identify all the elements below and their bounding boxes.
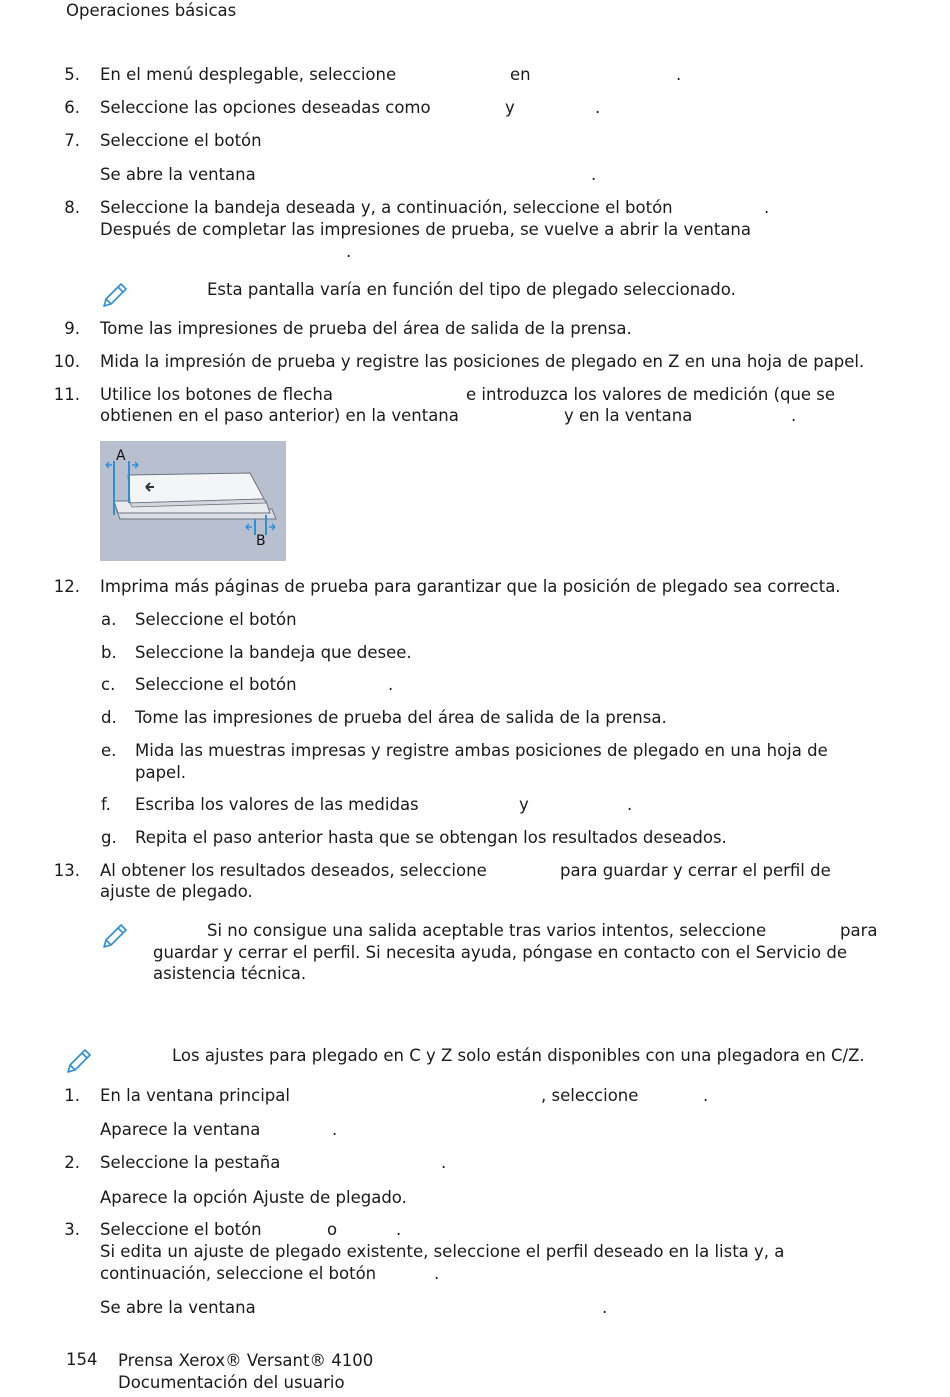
- step-text: Imprima más páginas de prueba para garantizar que la posición de plegado sea correcta.: [100, 577, 841, 596]
- pencil-note-icon: [100, 280, 130, 310]
- pencil-note-icon: [100, 921, 130, 951]
- arrow-right-icon: [269, 524, 275, 530]
- step-text-line2: Después de completar las impresiones de prueba, se vuelve a abrir la ventana: [100, 220, 751, 239]
- step-text-cont: , seleccione: [541, 1086, 639, 1105]
- step-text-cont: e introduzca los valores de medición (que se: [466, 385, 836, 404]
- z-fold-measurement-figure: [100, 441, 286, 561]
- arrow-right-icon: [132, 462, 138, 468]
- label-a: A: [116, 448, 126, 464]
- step-text-end: .: [791, 406, 797, 425]
- substep-text-line2: papel.: [135, 763, 187, 782]
- substep-text: Seleccione el botón: [135, 610, 297, 629]
- arrow-left-icon: [246, 524, 252, 530]
- substep-text: Seleccione el botón: [135, 675, 297, 694]
- step-text: Seleccione las opciones deseadas como: [100, 98, 431, 117]
- note-text: Esta pantalla varía en función del tipo de plegado seleccionado.: [207, 280, 736, 299]
- step-number: 3.: [64, 1220, 80, 1239]
- step-number: 8.: [64, 198, 80, 217]
- step-text-cont: para guardar y cerrar el perfil de: [560, 861, 831, 880]
- step-number: 11.: [53, 385, 80, 404]
- step-text: Mida la impresión de prueba y registre las posiciones de plegado en Z en una hoja de papel.: [100, 352, 865, 371]
- footer-doc-title: Documentación del usuario: [118, 1373, 345, 1392]
- running-header: Operaciones básicas: [66, 1, 237, 20]
- step-text: Seleccione la bandeja deseada y, a continuación, seleccione el botón: [100, 198, 673, 217]
- step-text-line3: .: [346, 242, 352, 261]
- step-number: 1.: [64, 1086, 80, 1105]
- substep-letter: f.: [101, 795, 111, 814]
- step-result-end: .: [332, 1120, 338, 1139]
- step-text-line2: obtienen en el paso anterior) en la ventana: [100, 406, 459, 425]
- substep-letter: b.: [101, 643, 117, 662]
- substep-letter: d.: [101, 708, 117, 727]
- label-b: B: [256, 533, 266, 549]
- step-text-line3: continuación, seleccione el botón: [100, 1264, 377, 1283]
- substep-text: Mida las muestras impresas y registre ambas posiciones de plegado en una hoja de: [135, 741, 828, 760]
- substep-text: Escriba los valores de las medidas: [135, 795, 419, 814]
- step-text: Seleccione el botón: [100, 131, 262, 150]
- step-text-end: .: [703, 1086, 709, 1105]
- substep-text-end: .: [388, 675, 394, 694]
- step-text: Utilice los botones de flecha: [100, 385, 333, 404]
- step-number: 13.: [53, 861, 80, 880]
- step-text-line2: Si edita un ajuste de plegado existente, seleccione el perfil deseado en la lista y, a: [100, 1242, 785, 1261]
- step-text-end: .: [591, 165, 597, 184]
- step-result: Aparece la opción Ajuste de plegado.: [100, 1188, 407, 1207]
- substep-text: Seleccione la bandeja que desee.: [135, 643, 412, 662]
- step-number: 12.: [53, 577, 80, 596]
- step-number: 6.: [64, 98, 80, 117]
- note-text: Si no consigue una salida aceptable tras varios intentos, seleccione: [207, 921, 767, 940]
- note-text-line2: guardar y cerrar el perfil. Si necesita ayuda, póngase en contacto con el Servicio de: [153, 943, 847, 962]
- step-text-connector: y: [505, 98, 515, 117]
- step-text: En la ventana principal: [100, 1086, 290, 1105]
- step-result: Se abre la ventana: [100, 165, 256, 184]
- step-number: 7.: [64, 131, 80, 150]
- step-text-line2-b: y en la ventana: [564, 406, 693, 425]
- step-text-end: .: [676, 65, 682, 84]
- note-text: Los ajustes para plegado en C y Z solo están disponibles con una plegadora en C/Z.: [172, 1046, 865, 1065]
- arrow-left-icon: [106, 462, 112, 468]
- step-result-end: .: [602, 1298, 608, 1317]
- substep-letter: c.: [101, 675, 116, 694]
- step-text-line2: ajuste de plegado.: [100, 882, 253, 901]
- step-text: Seleccione la pestaña: [100, 1153, 281, 1172]
- step-number: 9.: [64, 319, 80, 338]
- step-text: Al obtener los resultados deseados, seleccione: [100, 861, 487, 880]
- step-text: En el menú desplegable, seleccione: [100, 65, 397, 84]
- step-number: 10.: [53, 352, 80, 371]
- pencil-note-icon: [64, 1046, 94, 1076]
- step-number: 2.: [64, 1153, 80, 1172]
- step-text-connector: en: [510, 65, 531, 84]
- step-text-end: .: [595, 98, 601, 117]
- substep-letter: e.: [101, 741, 117, 760]
- substep-letter: g.: [101, 828, 117, 847]
- substep-letter: a.: [101, 610, 117, 629]
- step-text-end: .: [396, 1220, 402, 1239]
- step-text: Seleccione el botón: [100, 1220, 262, 1239]
- step-text: Tome las impresiones de prueba del área de salida de la prensa.: [100, 319, 632, 338]
- substep-text-connector: y: [519, 795, 529, 814]
- note-text-cont: para: [840, 921, 878, 940]
- step-result: Se abre la ventana: [100, 1298, 256, 1317]
- step-text-end: .: [764, 198, 770, 217]
- step-number: 5.: [64, 65, 80, 84]
- step-text-connector: o: [327, 1220, 338, 1239]
- z-fold-diagram: [100, 441, 286, 561]
- substep-text-end: .: [627, 795, 633, 814]
- substep-text: Tome las impresiones de prueba del área de salida de la prensa.: [135, 708, 667, 727]
- footer-product: Prensa Xerox® Versant® 4100: [118, 1351, 374, 1370]
- note-text-line3: asistencia técnica.: [153, 964, 307, 983]
- step-result: Aparece la ventana: [100, 1120, 261, 1139]
- page-number: 154: [66, 1350, 98, 1369]
- step-text-line3-end: .: [434, 1264, 440, 1283]
- step-text-end: .: [441, 1153, 447, 1172]
- substep-text: Repita el paso anterior hasta que se obtengan los resultados deseados.: [135, 828, 727, 847]
